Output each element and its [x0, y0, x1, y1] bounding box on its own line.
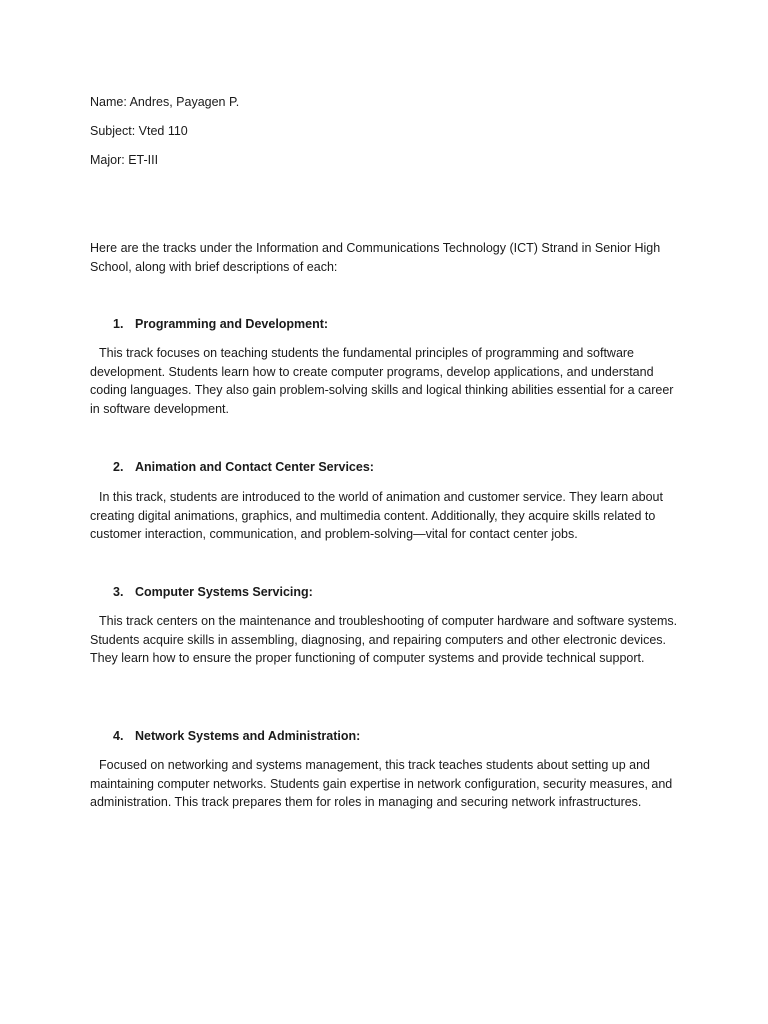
- track-number: 2.: [113, 460, 124, 474]
- track-heading-1: [113, 316, 328, 332]
- track-description-1: This track focuses on teaching students the fundamental principles of programming and software development. Students learn how to create computer programs, develop applications, and understand coding languages. They also gain problem-solving skills and logical thinking abilities essential for a career in software development.: [90, 346, 674, 417]
- track-description-3: This track centers on the maintenance and troubleshooting of computer hardware and software systems. Students acquire skills in assembling, diagnosing, and repairing computers and other electronic devices. They learn how to ensure the proper functioning of computer systems and provide technical support.: [90, 614, 678, 666]
- track-heading-4: [113, 728, 360, 744]
- major-line: Major: ET-III: [90, 153, 159, 167]
- track-title: Animation and Contact Center Services:: [135, 460, 374, 474]
- track-number: 3.: [113, 585, 124, 599]
- track-title: Network Systems and Administration:: [135, 729, 361, 743]
- track-title: Computer Systems Servicing:: [135, 585, 313, 599]
- track-description-4: Focused on networking and systems management, this track teaches students about setting up and maintaining computer networks. Students gain expertise in network configuration, security measures, and administration. This track prepares them for roles in managing and securing network infrastructures.: [90, 758, 673, 810]
- track-number: 4.: [113, 729, 124, 743]
- track-number: 1.: [113, 317, 124, 331]
- track-description-2: In this track, students are introduced to the world of animation and customer service. They learn about creating digital animations, graphics, and multimedia content. Additionally, they acquire skills related to customer interaction, communication, and problem-solving—vital for contact center jobs.: [90, 490, 663, 542]
- subject-line: Subject: Vted 110: [90, 124, 188, 138]
- student-name: Name: Andres, Payagen P.: [90, 95, 240, 109]
- track-heading-2: [113, 459, 374, 475]
- track-heading-3: [113, 584, 313, 600]
- track-title: Programming and Development:: [135, 317, 329, 331]
- intro-paragraph: Here are the tracks under the Information and Communications Technology (ICT) Strand in Senior High School, along with brief descriptions of each:: [90, 241, 661, 274]
